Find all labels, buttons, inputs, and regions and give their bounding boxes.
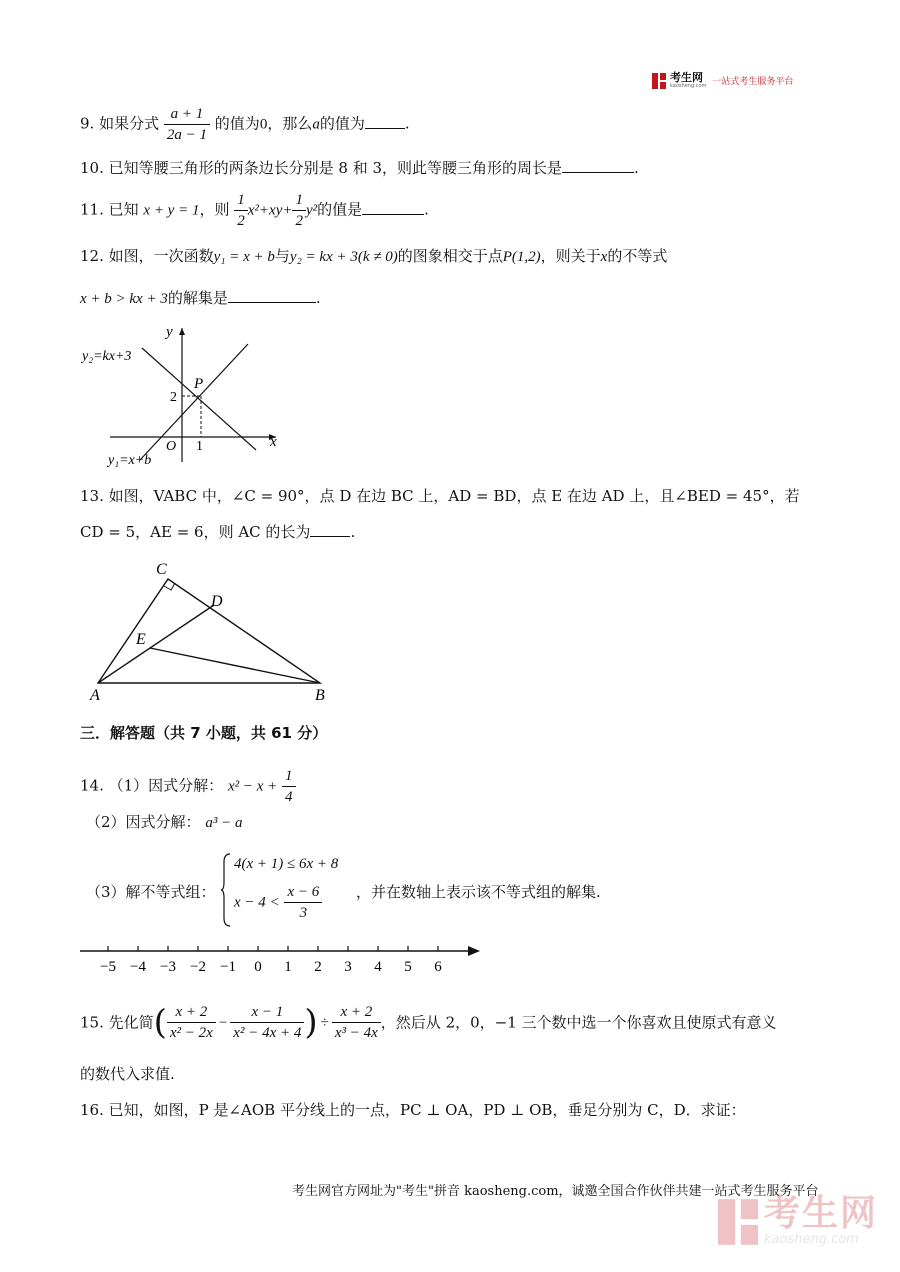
q9-zero: 0 [259, 116, 268, 133]
q11-half-2 [292, 190, 306, 231]
vertex-c-label: C [156, 561, 167, 578]
q11-half-1-num: 1 [234, 190, 248, 211]
q15-lead: 15. 先化简 [80, 1013, 154, 1032]
point-e-label: E [136, 631, 146, 648]
q14-eq2-left: x − 4 < [234, 894, 280, 911]
q9-end: . [404, 114, 410, 133]
q14-part-2-expr: a³ − a [205, 815, 243, 831]
q14-part-3-instruction: ，并在数轴上表示该不等式组的解集. [356, 883, 601, 901]
number-line-tick-label: −4 [130, 959, 146, 975]
q12-function-1: y₁ = x + b [213, 249, 275, 265]
q9-then: ，那么 [267, 114, 313, 133]
q12-inequality-word: 的不等式 [607, 247, 668, 265]
question-14-part-2 [86, 812, 242, 833]
question-13-line-2 [80, 522, 355, 542]
q15-f1-den: x² − 2x [169, 1025, 213, 1041]
watermark-text-block [764, 1193, 879, 1247]
watermark-text: 考生网 [764, 1193, 879, 1234]
logo-text [670, 72, 706, 89]
q15-f3-den: x³ − 4x [334, 1025, 378, 1041]
graph-y-label: y [166, 324, 173, 340]
q11-term-1: x²+xy+ [247, 202, 293, 219]
watermark [718, 1193, 879, 1247]
question-12-line-1 [80, 246, 667, 267]
question-14-part-3 [86, 882, 216, 902]
q12-lead: 12. 如图，一次函数 [80, 247, 214, 265]
q15-fraction-1 [167, 1002, 216, 1043]
page-footer: 考生网官方网址为"考生"拼音 kaosheng.com，诚邀全国合作伙伴共建一站式考生服务平台 [292, 1184, 819, 1199]
watermark-logo-icon [718, 1199, 758, 1245]
q13-text-1: 13. 如图，VABC 中，∠C = 90°，点 D 在边 BC 上，AD = BD，点 E 在边 AD 上，且∠BED = 45°，若 [80, 487, 800, 505]
question-15-line-1 [80, 1002, 777, 1042]
number-line-tick-label: 0 [254, 959, 262, 975]
q15-minus: − [218, 1014, 228, 1031]
q14-frac-num: 1 [282, 766, 296, 787]
segment-ad [98, 605, 214, 683]
right-angle-mark [164, 583, 175, 590]
q14-system-eq-2 [234, 882, 322, 923]
q14-frac-den: 4 [285, 789, 293, 805]
q15-f3-num: x + 2 [332, 1002, 381, 1023]
q14-eq2-num: x − 6 [284, 882, 322, 903]
q15-divide: ÷ [320, 1014, 329, 1031]
graph-line-y2 [142, 348, 256, 450]
q15-tail: ，然后从 2，0，−1 三个数中选一个你喜欢且使原式有意义 [380, 1013, 777, 1032]
q14-system-eq-1: 4(x + 1) ≤ 6x + 8 [234, 856, 339, 872]
vertex-b-label: B [315, 687, 325, 704]
question-9 [80, 104, 410, 145]
q12-solution-text: 的解集是 [167, 289, 228, 307]
q12-xvar: x [600, 249, 608, 265]
q12-about: ，则关于 [540, 247, 601, 265]
brace-icon [220, 852, 232, 928]
logo-site: kaosheng.com [670, 83, 707, 89]
kaosheng-logo-icon [652, 73, 666, 89]
q12-with: 与 [274, 247, 290, 265]
q14-part-3-tail [356, 882, 601, 902]
q15-fraction-3 [332, 1002, 381, 1043]
q10-answer-blank[interactable] [562, 158, 634, 173]
graph-label-y2: y₂=kx+3 [82, 349, 132, 364]
q13-triangle-figure [80, 555, 340, 707]
number-line-tick-label: −2 [190, 959, 206, 975]
q9-number: 9. [80, 114, 95, 133]
question-16 [80, 1100, 746, 1120]
graph-tick-y: 2 [170, 390, 177, 405]
q12-point: P(1,2) [502, 249, 541, 265]
header-logo [652, 72, 793, 89]
point-d-label: D [211, 593, 223, 610]
question-15-line-2 [80, 1064, 175, 1084]
question-12-line-2 [80, 288, 321, 309]
question-10 [80, 158, 639, 178]
logo-brand: 考生网 [670, 71, 703, 84]
question-13-line-1 [80, 486, 800, 506]
q14-part-3-label: （3）解不等式组： [86, 883, 216, 901]
graph-x-label: x [270, 434, 277, 450]
number-line-tick-label: 6 [434, 959, 442, 975]
graph-y-arrow [179, 328, 185, 335]
number-line-tick-label: 5 [404, 959, 412, 975]
number-line-tick-label: 3 [344, 959, 352, 975]
q16-text: 16. 已知，如图，P 是∠AOB 平分线上的一点，PC ⊥ OA，PD ⊥ OB，垂足分别为 C，D．求证： [80, 1101, 746, 1119]
q9-tail: 的值为 [319, 114, 365, 133]
q11-answer-blank[interactable] [362, 200, 424, 215]
q9-var: a [312, 116, 320, 133]
number-line-tick-label: −3 [160, 959, 176, 975]
q11-term-2: y² [305, 202, 318, 219]
q10-text: 10. 已知等腰三角形的两条边长分别是 8 和 3，则此等腰三角形的周长是 [80, 159, 563, 177]
q9-frac-num: a + 1 [164, 104, 210, 125]
q11-half-1 [234, 190, 248, 231]
graph-label-y1: y₁=x+b [108, 453, 152, 468]
q15-f2-den: x² − 4x + 4 [233, 1025, 302, 1041]
q15-paren-open: ( [153, 1002, 167, 1043]
q9-fraction [164, 104, 210, 145]
q9-frac-den: 2a − 1 [166, 127, 208, 143]
q12-answer-blank[interactable] [228, 288, 316, 303]
q13-answer-blank[interactable] [310, 522, 350, 537]
logo-slogan: 一站式考生服务平台 [712, 77, 794, 87]
number-line-tick-label: −5 [100, 959, 116, 975]
q11-half-1-den: 2 [237, 213, 245, 229]
q14-part-1-label: 14. （1）因式分解： [80, 776, 224, 795]
q9-lead: 如果分式 [99, 114, 160, 133]
q14-eq2-fraction [284, 882, 322, 923]
q14-part-2-label: （2）因式分解： [86, 813, 201, 831]
number-line-tick-label: −1 [220, 959, 236, 975]
q11-then: ，则 [199, 200, 230, 219]
q12-graph [80, 322, 290, 472]
q15-paren-close: ) [304, 1002, 318, 1043]
q15-f1-num: x + 2 [167, 1002, 216, 1023]
number-line-arrow [468, 946, 480, 956]
q12-intersect-text: 的图象相交于点 [397, 247, 503, 265]
graph-tick-x: 1 [196, 439, 203, 454]
q11-condition: x + y = 1 [143, 202, 200, 219]
q9-answer-blank[interactable] [365, 114, 405, 129]
q15-line-2: 的数代入求值. [80, 1065, 175, 1083]
vertex-a-label: A [90, 687, 100, 704]
graph-point-label: P [194, 376, 204, 392]
q15-f2-num: x − 1 [230, 1002, 304, 1023]
q11-half-2-num: 1 [292, 190, 306, 211]
question-14-part-1 [80, 766, 296, 807]
q11-half-2-den: 2 [295, 213, 303, 229]
q12-end: . [315, 289, 321, 307]
q14-part-1-fraction [282, 766, 296, 807]
q9-mid: 的值为 [214, 114, 260, 133]
q11-end: . [424, 200, 429, 219]
q14-part-1-expr: x² − x + [227, 778, 278, 795]
question-11 [80, 190, 429, 231]
q11-tail: 的值是 [317, 200, 363, 219]
q11-lead: 11. 已知 [80, 200, 139, 219]
number-line-tick-label: 1 [284, 959, 292, 975]
q12-function-2: y₂ = kx + 3(k ≠ 0) [289, 249, 398, 265]
section-3-heading: 三．解答题（共 7 小题，共 61 分） [80, 724, 328, 742]
q12-inequality: x + b > kx + 3 [80, 291, 168, 307]
q13-text-2: CD = 5，AE = 6，则 AC 的长为 [80, 523, 311, 541]
number-line-tick-label: 2 [314, 959, 322, 975]
q13-end: . [350, 523, 356, 541]
number-line [80, 940, 490, 976]
graph-origin-label: O [166, 439, 177, 454]
q10-end: . [634, 159, 639, 177]
number-line-tick-label: 4 [374, 959, 382, 975]
watermark-site: kaosheng.com [764, 1232, 859, 1247]
q15-fraction-2 [230, 1002, 304, 1043]
q14-eq2-den: 3 [299, 905, 308, 921]
triangle-abc [98, 579, 320, 683]
